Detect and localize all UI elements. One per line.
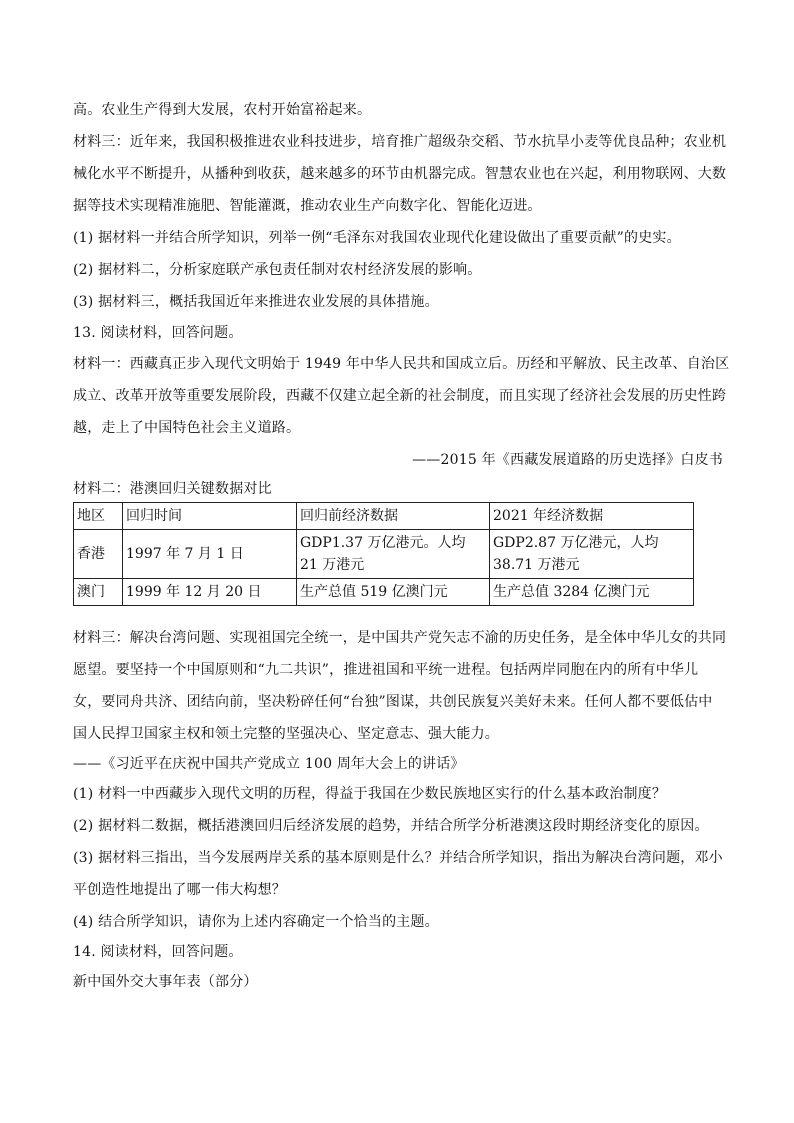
question-13-4: (4) 结合所学知识，请你为上述内容确定一个恰当的主题。 [73,914,439,930]
diplomacy-timeline-title: 新中国外交大事年表（部分） [73,974,258,990]
material-3-taiwan-line-2: 愿望。要坚持一个中国原则和“九二共识”，推进祖国和平统一进程。包括两岸同胞在内的所有中华儿 [73,662,699,678]
question-12-3: (3) 据材料三，概括我国近年来推进农业发展的具体措施。 [73,294,439,310]
table-cell: 1997 年 7 月 1 日 [123,530,297,579]
question-13-3-line-2: 平创造性地提出了哪一伟大构想？ [73,882,286,898]
table-row [74,579,694,606]
table-cell: 澳门 [74,579,123,606]
hk-macao-comparison-table [73,502,694,606]
material-1-line-3: 越，走上了中国特色社会主义道路。 [73,420,301,436]
question-13-3-line-1: (3) 据材料三指出，当今发展两岸关系的基本原则是什么？并结合所学知识，指出为解决台湾问题，邓小 [73,850,723,866]
material-3-line-1: 材料三：近年来，我国积极推进农业科技进步，培育推广超级杂交稻、节水抗旱小麦等优良品种；农业机 [73,134,727,150]
table-cell: 生产总值 3284 亿澳门元 [490,579,694,606]
table-cell: GDP2.87 万亿港元，人均 38.71 万港元 [490,530,694,579]
material-1-line-1: 材料一：西藏真正步入现代文明始于 1949 年中华人民共和国成立后。历经和平解放、民主改革、自治区 [73,356,730,372]
question-14-heading: 14. 阅读材料，回答问题。 [73,944,243,960]
material-3-taiwan-line-1: 材料三：解决台湾问题、实现祖国完全统一，是中国共产党矢志不渝的历史任务，是全体中华儿女的共同 [73,630,727,646]
material-1-source: ——2015 年《西藏发展道路的历史选择》白皮书 [412,452,723,468]
table-header-cell: 回归时间 [123,503,297,530]
material-3-line-2: 械化水平不断提升，从播种到收获，越来越多的环节由机器完成。智慧农业也在兴起，利用物联网、大数 [73,166,727,182]
table-cell: 生产总值 519 亿澳门元 [297,579,490,606]
text-line: 高。农业生产得到大发展，农村开始富裕起来。 [73,102,372,118]
table-header-cell: 地区 [74,503,123,530]
material-2-title: 材料二：港澳回归关键数据对比 [73,481,272,497]
table-cell: 香港 [74,530,123,579]
question-12-1: (1) 据材料一并结合所学知识，列举一例“毛泽东对我国农业现代化建设做出了重要贡献”的史实。 [73,230,681,246]
question-13-heading: 13. 阅读材料，回答问题。 [73,325,243,341]
material-3-taiwan-line-4: 国人民捍卫国家主权和领土完整的坚强决心、坚定意志、强大能力。 [73,726,499,742]
material-3-taiwan-line-3: 女，要同舟共济、团结向前，坚决粉碎任何“台独”图谋，共创民族复兴美好未来。任何人都不要低估中 [73,694,713,710]
question-13-2: (2) 据材料二数据，概括港澳回归后经济发展的趋势，并结合所学分析港澳这段时期经济变化的原因。 [73,818,709,834]
table-row [74,530,694,579]
material-3-line-3: 据等技术实现精准施肥、智能灌溉，推动农业生产向数字化、智能化迈进。 [73,198,542,214]
table-header-cell: 2021 年经济数据 [490,503,694,530]
table-cell: 1999 年 12 月 20 日 [123,579,297,606]
question-13-1: (1) 材料一中西藏步入现代文明的历程，得益于我国在少数民族地区实行的什么基本政治制度？ [73,786,667,802]
table-header-cell: 回归前经济数据 [297,503,490,530]
question-12-2: (2) 据材料二，分析家庭联产承包责任制对农村经济发展的影响。 [73,262,482,278]
table-header-row [74,503,694,530]
material-1-line-2: 成立、改革开放等重要发展阶段，西藏不仅建立起全新的社会制度，而且实现了经济社会发展的历史性跨 [73,388,727,404]
material-3-source: ——《习近平在庆祝中国共产党成立 100 周年大会上的讲话》 [73,756,465,772]
table-cell: GDP1.37 万亿港元。人均 21 万港元 [297,530,490,579]
